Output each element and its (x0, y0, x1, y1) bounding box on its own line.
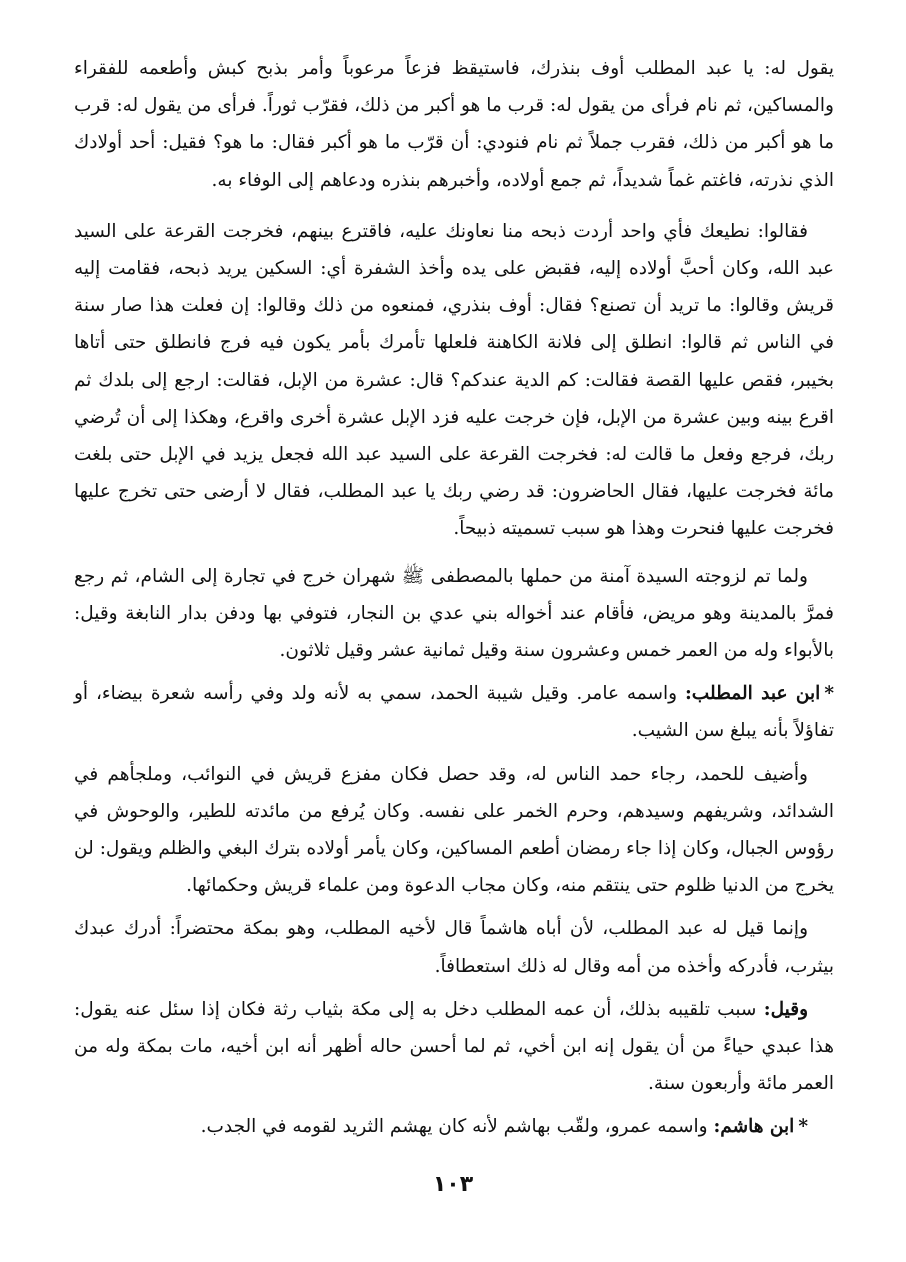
paragraph-naming-reason: وإنما قيل له عبد المطلب، لأن أباه هاشماً قال لأخيه المطلب، وهو بمكة محتضراً: أدرك عبدك بيثرب، فأدركه وأخذه من أمه وقال له ذلك استعطافاً. (74, 918, 834, 977)
opinion-term: وقيل: (763, 998, 808, 1020)
star-marker-icon: * (824, 683, 834, 705)
entry-term: ابن عبد المطلب: (684, 683, 821, 705)
page-body (74, 50, 834, 1146)
paragraph-another-opinion (74, 991, 834, 1103)
entry-term: ابن هاشم: (713, 1116, 795, 1138)
entry-text: واسمه عامر. وقيل شيبة الحمد، سمي به لأنه ولد وفي رأسه شعرة بيضاء، أو تفاؤلاً بأنه يبلغ سن الشيب. (74, 683, 834, 742)
page-number: ١٠٣ (432, 1172, 474, 1197)
entry-ibn-abd-al-muttalib (74, 675, 834, 749)
star-marker-icon: * (798, 1116, 808, 1138)
opinion-text: سبب تلقيبه بذلك، أن عمه المطلب دخل به إلى مكة بثياب رثة فكان إذا سئل عنه يقول: هذا عبدي حياءً من أن يقول إنه ابن أخي، ثم لما أحسن حاله أظهر أنه ابن أخيه، مات بمكة وله من العمر مائة وأربعون سنة. (74, 998, 834, 1095)
paragraph-vow-dream: يقول له: يا عبد المطلب أوف بنذرك، فاستيقظ فزعاً مرعوباً وأمر بذبح كبش وأطعمه للفقراء والمساكين، ثم نام فرأى من يقول له: قرب ما هو أكبر من ذلك، فقرّب ثوراً. فرأى من يقول له: قرب ما هو أكبر من ذلك، فقرب جملاً ثم نام فنودي: أن قرّب ما هو أكبر فقال: ما هو؟ فقيل: أحد أولادك الذي نذرته، فاغتم غماً شديداً، ثم جمع أولاده، وأخبرهم بنذره ودعاهم إلى الوفاء به. (74, 58, 834, 191)
entry-text: واسمه عمرو، ولقّب بهاشم لأنه كان يهشم الثريد لقومه في الجدب. (200, 1116, 708, 1138)
paragraph-death-of-abdullah: ولما تم لزوجته السيدة آمنة من حملها بالمصطفى ﷺ شهران خرج في تجارة إلى الشام، ثم رجع فمرَّ بالمدينة وهو مريض، فأقام عند أخواله بني عدي بن النجار، فتوفي بها ودفن بدار النابغة وقيل: بالأبواء وله من العمر خمس وعشرون سنة وقيل ثمانية عشر وقيل ثلاثون. (74, 565, 834, 662)
entry-ibn-hashim (74, 1108, 834, 1145)
paragraph-lottery-ransom: فقالوا: نطيعك فأي واحد أردت ذبحه منا نعاونك عليه، فاقترع بينهم، فخرجت القرعة على السيد عبد الله، وكان أحبَّ أولاده إليه، فقبض على يده وأخذ الشفرة أي: السكين يريد ذبحه، فقامت إليه قريش وقالوا: ما تريد أن تصنع؟ فقال: أوف بنذري، فمنعوه من ذلك وقالوا: إن فعلت هذا صار سنة في الناس ثم قالوا: انطلق إلى فلانة الكاهنة فلعلها تأمرك بأمر يكون فيه فرج فانطلق حتى أتاها بخيبر، فقص عليها القصة فقالت: كم الدية عندكم؟ قال: عشرة من الإبل، فقالت: ارجع إلى بلدك ثم اقرع بينه وبين عشرة من الإبل، فإن خرجت عليه فزد الإبل عشرة أخرى واقرع، وهكذا إلى أن تُرضي ربك، فرجع وفعل ما قالت له: فخرجت القرعة على السيد عبد الله فجعل يزيد في الإبل حتى بلغت مائة فخرجت عليها، فقال الحاضرون: قد رضي ربك يا عبد المطلب، فقال لا أرضى حتى تخرج عليها فخرجت عليها فنحرت وهذا هو سبب تسميته ذبيحاً. (74, 220, 834, 540)
paragraph-shaybat-al-hamd: وأضيف للحمد، رجاء حمد الناس له، وقد حصل فكان مفزع قريش في النوائب، وملجأهم في الشدائد، وشريفهم وسيدهم، وحرم الخمر على نفسه. وكان يُرفع من مائدته للطير، والوحوش في رؤوس الجبال، وكان إذا جاء رمضان أطعم المساكين، وكان يأمر أولاده بترك البغي والظلم ويقول: لن يخرج من الدنيا ظلوم حتى ينتقم منه، وكان مجاب الدعوة ومن علماء قريش وحكمائها. (74, 763, 834, 897)
